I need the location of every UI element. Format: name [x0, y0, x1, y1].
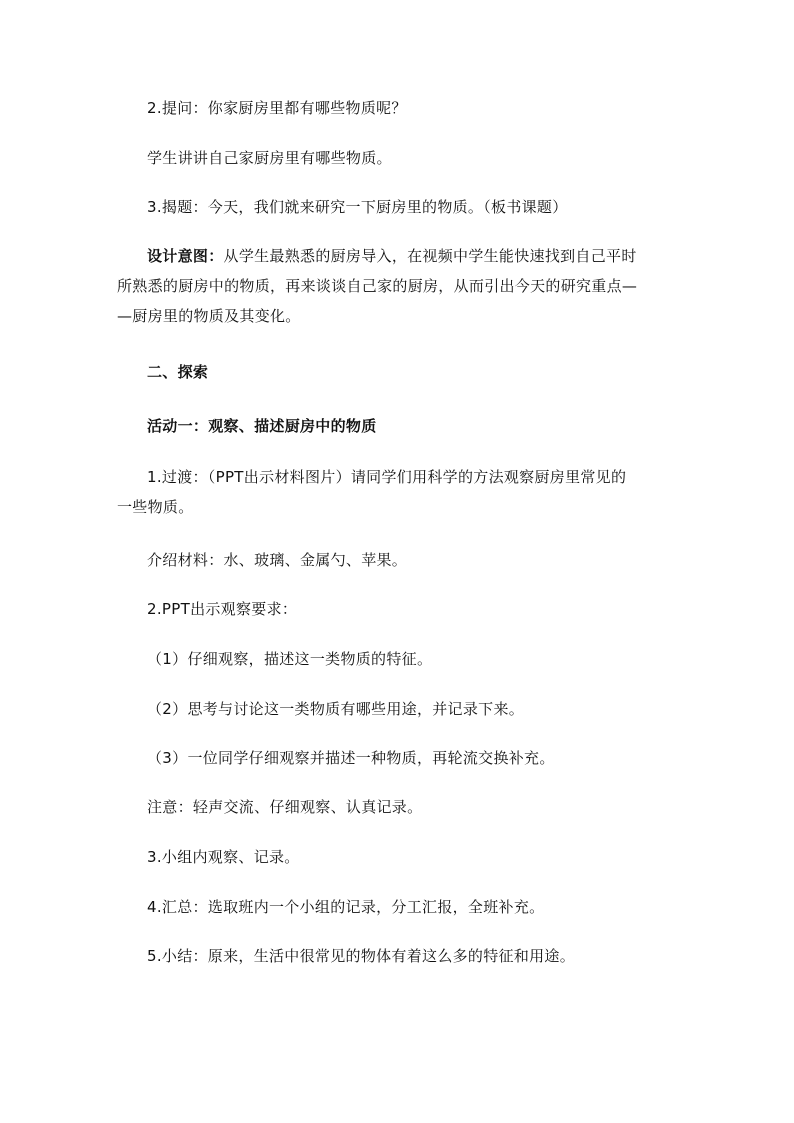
activity-heading: 活动一：观察、描述厨房中的物质	[147, 417, 377, 435]
design-intent-text-1: 从学生最熟悉的厨房导入，在视频中学生能快速找到自己平时	[223, 247, 637, 265]
paragraph-conclusion: 5.小结：原来，生活中很常见的物体有着这么多的特征和用途。	[147, 947, 576, 965]
paragraph-question: 2.提问：你家厨房里都有哪些物质呢？	[147, 99, 407, 117]
requirement-item-3: （3）一位同学仔细观察并描述一种物质，再轮流交换补充。	[147, 749, 555, 767]
section-heading-explore: 二、探索	[147, 363, 209, 381]
design-intent-label: 设计意图：	[147, 247, 224, 265]
requirement-item-2: （2）思考与讨论这一类物质有哪些用途，并记录下来。	[147, 700, 525, 718]
design-intent-line-3: —厨房里的物质及其变化。	[117, 307, 301, 325]
requirement-item-1: （1）仔细观察，描述这一类物质的特征。	[147, 650, 433, 668]
transition-line-2: 一些物质。	[117, 498, 194, 516]
paragraph-group-observe: 3.小组内观察、记录。	[147, 848, 300, 866]
paragraph-summary-report: 4.汇总：选取班内一个小组的记录，分工汇报，全班补充。	[147, 898, 545, 916]
paragraph-reveal-topic: 3.揭题：今天，我们就来研究一下厨房里的物质。（板书课题）	[147, 198, 568, 216]
transition-line-1: 1.过渡：（PPT出示材料图片）请同学们用科学的方法观察厨房里常见的	[147, 468, 627, 486]
design-intent-line-2: 所熟悉的厨房中的物质，再来谈谈自己家的厨房，从而引出今天的研究重点—	[117, 277, 638, 295]
paragraph-transition	[117, 462, 677, 522]
paragraph-materials: 介绍材料：水、玻璃、金属勺、苹果。	[147, 551, 408, 569]
design-intent-line-1	[117, 241, 677, 271]
paragraph-design-intent	[117, 241, 677, 331]
paragraph-student-talk: 学生讲讲自己家厨房里有哪些物质。	[147, 149, 392, 167]
paragraph-note: 注意：轻声交流、仔细观察、认真记录。	[147, 798, 423, 816]
paragraph-observe-requirements: 2.PPT出示观察要求：	[147, 600, 298, 618]
